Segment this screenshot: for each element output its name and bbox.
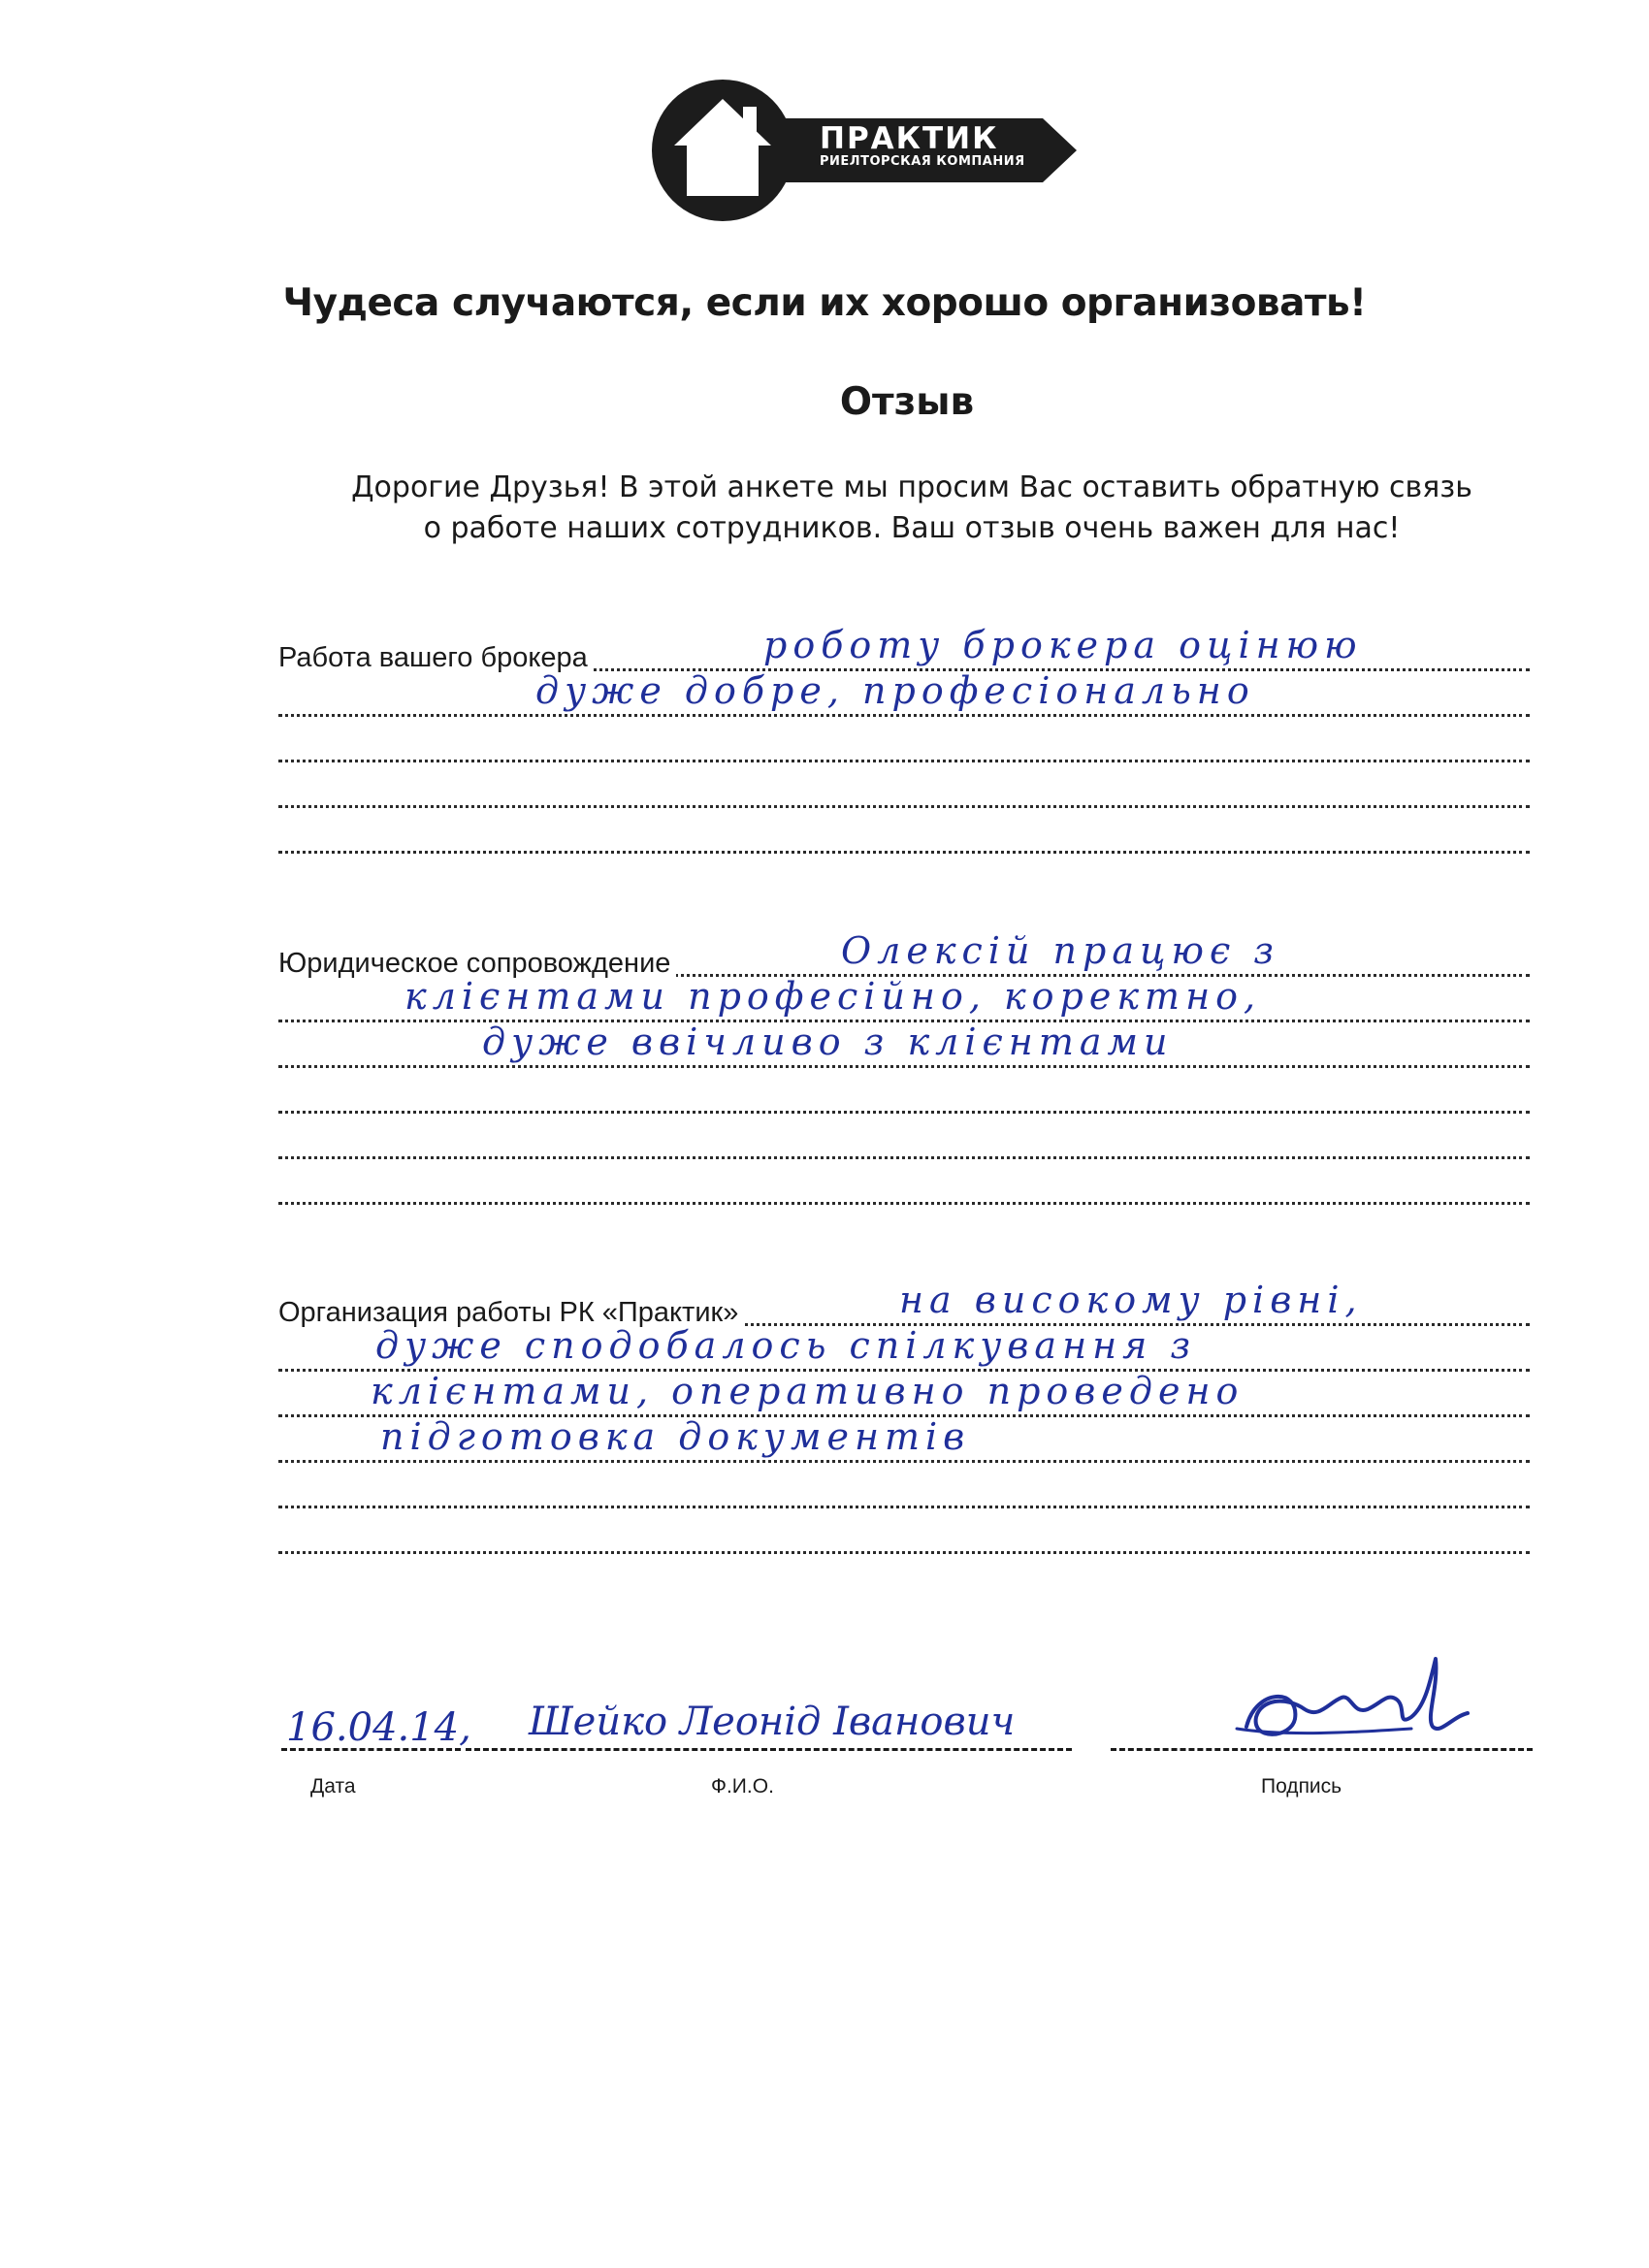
answer-line[interactable] (278, 717, 1530, 762)
signature-icon (1227, 1649, 1499, 1756)
answer-line[interactable] (278, 1326, 1530, 1372)
company-logo (650, 78, 1077, 223)
answer-line[interactable] (278, 808, 1530, 854)
date-value: 16.04.14, (286, 1705, 471, 1750)
handwritten-answer: підготовка документів (380, 1415, 971, 1458)
page-title: Отзыв (839, 380, 975, 424)
answer-line[interactable] (278, 931, 1530, 977)
signature-block (0, 1649, 1649, 1804)
handwritten-answer: дуже сподобалось спілкування з (375, 1324, 1197, 1367)
answer-line[interactable] (278, 1114, 1530, 1159)
handwritten-answer: клієнтами, оперативно проведено (371, 1370, 1245, 1412)
date-caption: Дата (310, 1775, 356, 1798)
intro-text (155, 468, 1649, 549)
handwritten-answer: дуже добре, професіонально (535, 669, 1255, 712)
answer-line[interactable] (278, 1280, 1530, 1326)
handwritten-answer: Олексій працює з (841, 929, 1280, 972)
signature-caption: Подпись (1261, 1775, 1342, 1798)
answer-line[interactable] (278, 977, 1530, 1022)
answer-line[interactable] (278, 626, 1530, 671)
handwritten-answer: клієнтами професійно, коректно, (404, 975, 1262, 1018)
answer-line[interactable] (278, 1463, 1530, 1508)
section-label: Организация работы РК «Практик» (278, 1297, 744, 1329)
intro-line-1: Дорогие Друзья! В этой анкете мы просим Вас оставить обратную связь (351, 470, 1472, 504)
name-value: Шейко Леонід Іванович (529, 1700, 1016, 1744)
handwritten-answer: роботу брокера оцінюю (763, 624, 1363, 666)
answer-line[interactable] (278, 1022, 1530, 1068)
answer-line[interactable] (278, 1508, 1530, 1554)
answer-line[interactable] (278, 1417, 1530, 1463)
intro-line-2: о работе наших сотрудников. Ваш отзыв очень важен для нас! (423, 511, 1401, 545)
logo-subtitle: РИЕЛТОРСКАЯ КОМПАНИЯ (820, 154, 1025, 169)
section-broker (278, 626, 1530, 854)
slogan: Чудеса случаются, если их хорошо организовать! (282, 281, 1367, 325)
name-line[interactable] (466, 1748, 1072, 1751)
answer-line[interactable] (278, 1159, 1530, 1205)
handwritten-answer: дуже ввічливо з клієнтами (482, 1021, 1174, 1063)
answer-line[interactable] (278, 1068, 1530, 1114)
handwritten-answer: на високому рівні, (899, 1279, 1363, 1321)
answer-line[interactable] (278, 671, 1530, 717)
section-label: Работа вашего брокера (278, 642, 594, 674)
section-legal (278, 931, 1530, 1205)
logo-name: ПРАКТИК (820, 121, 999, 156)
answer-line[interactable] (278, 1372, 1530, 1417)
answer-line[interactable] (278, 762, 1530, 808)
section-label: Юридическое сопровождение (278, 948, 676, 980)
name-caption: Ф.И.О. (711, 1775, 774, 1798)
section-organization (278, 1280, 1530, 1554)
